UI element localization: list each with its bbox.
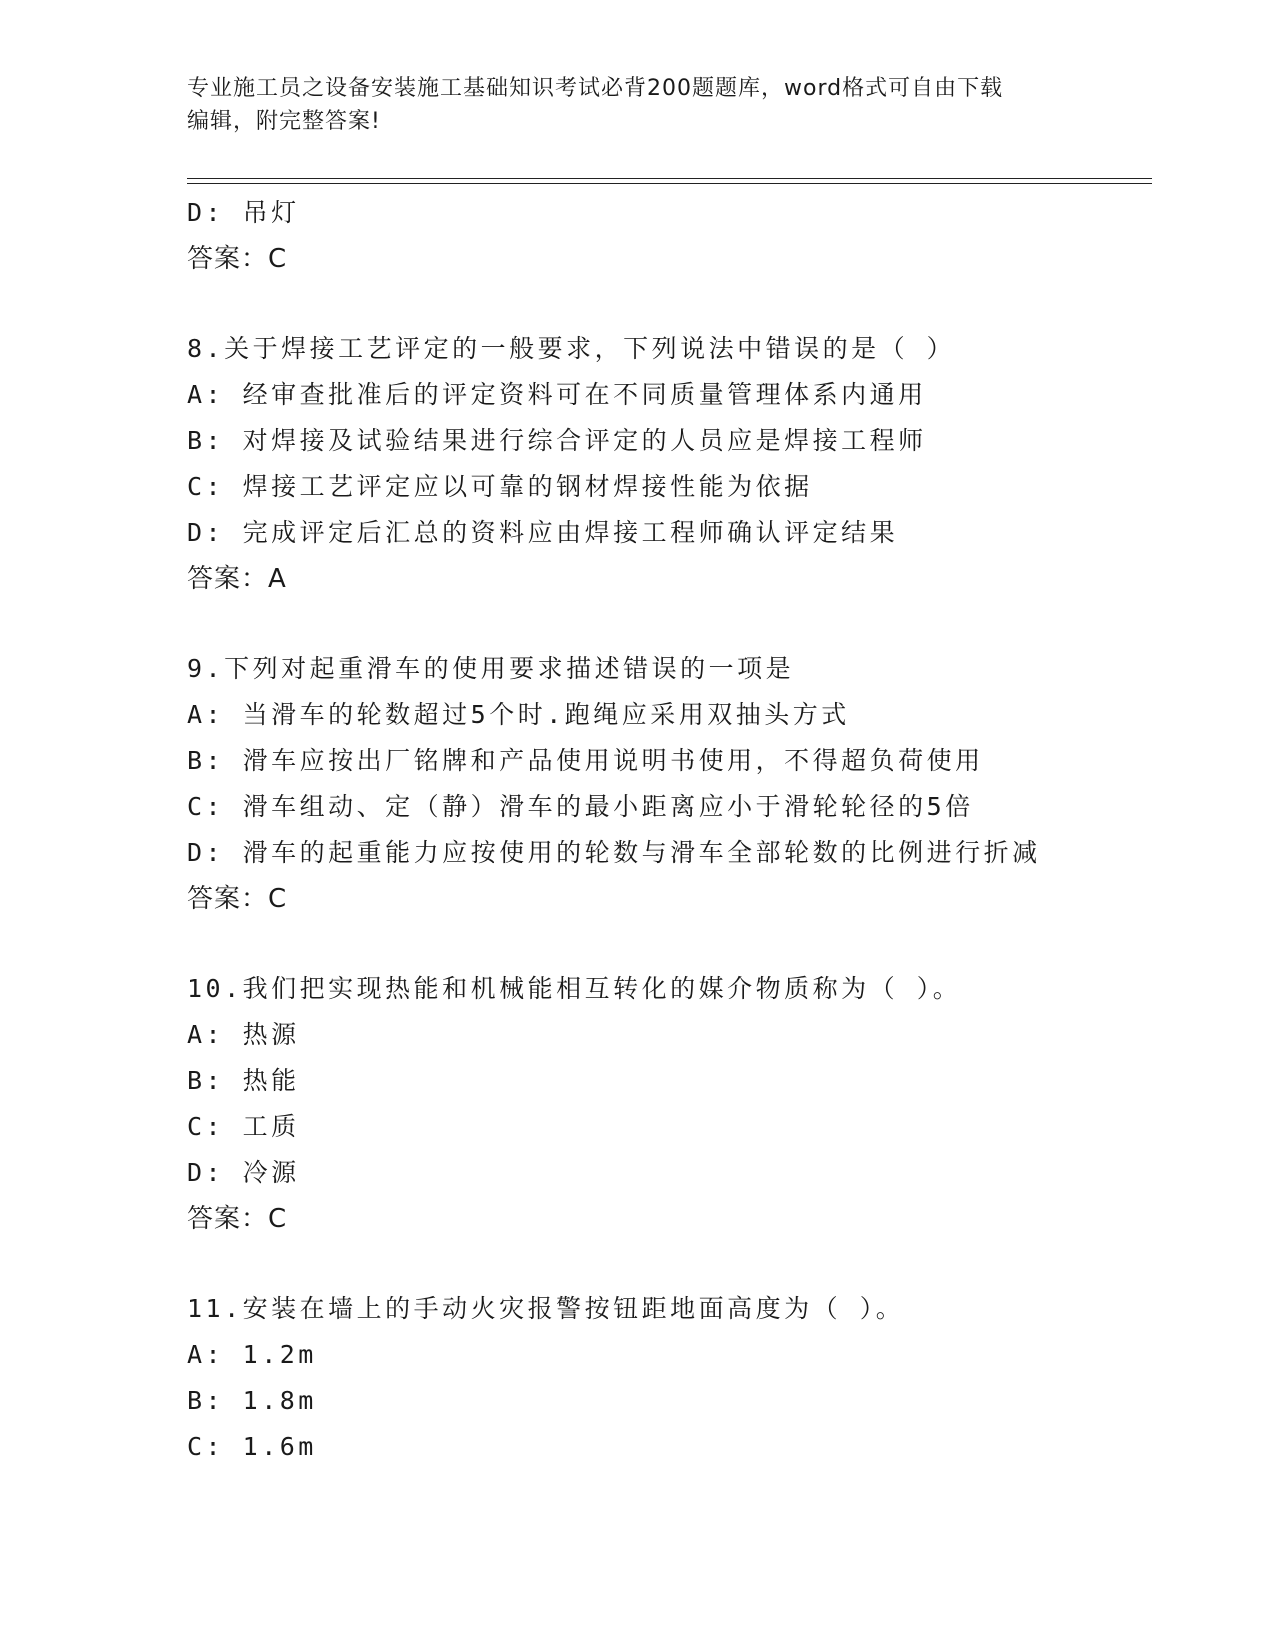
- option-c: C: 滑车组动、定（静）滑车的最小距离应小于滑轮轮径的5倍: [187, 792, 974, 821]
- question-stem: 8.关于焊接工艺评定的一般要求，下列说法中错误的是（ ）: [187, 334, 956, 363]
- question-item: [187, 966, 1152, 1242]
- question-stem: 11.安装在墙上的手动火灾报警按钮距地面高度为（ ）。: [187, 1294, 905, 1323]
- option-d: D: 冷源: [187, 1158, 300, 1187]
- question-stem: 10.我们把实现热能和机械能相互转化的媒介物质称为（ ）。: [187, 974, 962, 1003]
- question-item: [187, 1286, 1152, 1470]
- question-list: [187, 190, 1152, 1470]
- spacer: [187, 602, 1152, 646]
- option-b: B: 滑车应按出厂铭牌和产品使用说明书使用，不得超负荷使用: [187, 746, 984, 775]
- header-title-line2: 编辑，附完整答案!: [187, 109, 381, 134]
- option-c: C: 1.6m: [187, 1432, 317, 1461]
- option-d: D: 完成评定后汇总的资料应由焊接工程师确认评定结果: [187, 518, 899, 547]
- header-divider-top: [187, 178, 1152, 179]
- header-title-line1: 专业施工员之设备安装施工基础知识考试必背200题题库，word格式可自由下载: [187, 76, 1004, 101]
- answer-line: 答案：C: [187, 884, 288, 914]
- question-item: [187, 326, 1152, 602]
- spacer: [187, 282, 1152, 326]
- spacer: [187, 922, 1152, 966]
- answer-line: 答案：A: [187, 564, 287, 594]
- option-b: B: 1.8m: [187, 1386, 317, 1415]
- header-divider-bottom: [187, 183, 1152, 184]
- option-d: D: 吊灯: [187, 198, 300, 227]
- answer-line: 答案：C: [187, 1204, 288, 1234]
- option-b: B: 对焊接及试验结果进行综合评定的人员应是焊接工程师: [187, 426, 927, 455]
- document-header: [187, 72, 1077, 138]
- answer-line: 答案：C: [187, 244, 288, 274]
- option-a: A: 1.2m: [187, 1340, 317, 1369]
- spacer: [187, 1242, 1152, 1286]
- option-a: A: 热源: [187, 1020, 300, 1049]
- option-c: C: 焊接工艺评定应以可靠的钢材焊接性能为依据: [187, 472, 813, 501]
- option-d: D: 滑车的起重能力应按使用的轮数与滑车全部轮数的比例进行折减: [187, 838, 1041, 867]
- option-a: A: 经审查批准后的评定资料可在不同质量管理体系内通用: [187, 380, 927, 409]
- option-b: B: 热能: [187, 1066, 300, 1095]
- question-item: [187, 646, 1152, 922]
- option-a: A: 当滑车的轮数超过5个时.跑绳应采用双抽头方式: [187, 700, 850, 729]
- option-c: C: 工质: [187, 1112, 300, 1141]
- question-stem: 9.下列对起重滑车的使用要求描述错误的一项是: [187, 654, 795, 683]
